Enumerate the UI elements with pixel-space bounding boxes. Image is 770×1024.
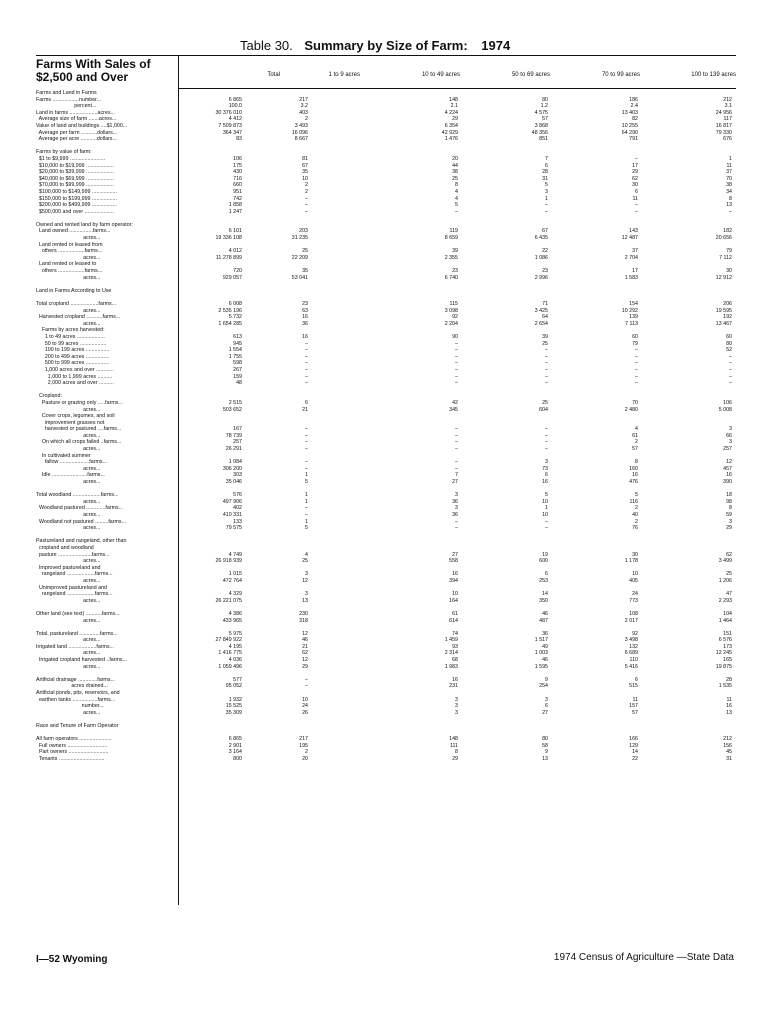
column-headers xyxy=(180,72,736,84)
page-footer-left: I—52 Wyoming xyxy=(36,954,108,965)
table-title-text: Summary by Size of Farm: xyxy=(304,38,468,53)
top-rule xyxy=(36,55,736,56)
col-10to49: 148 2.1 4 224 29 6 354 42 929 1 476 20 44 38 25 8 4 4 5 – 119 8 659 39 2 355 23 6 740 115 3 098 92 2 204 90 – – – – – – – 42 345 – – – – – – 7 27 3 36 3 36 – – 27 558 16 394 10 164 61 614 74 1 459 93 2 314 68 1 983 16 231 3 3 3 148 111 8 29 xyxy=(441,96,458,762)
col-header-1to9: 1 to 9 acres xyxy=(328,72,360,78)
col-header-10to49: 10 to 49 acres xyxy=(421,72,460,78)
page-footer-right: 1974 Census of Agriculture —State Data xyxy=(553,952,734,963)
stub-rule xyxy=(178,55,179,905)
col-100to139: 212 3.1 24 956 117 16 817 79 330 676 1 11 37 70 38 34 8 13 – 182 20 656 79 7 112 30 12 912 206 19 595 192 13 467 60 80 52 – – – – – 106 5 008 3 66 3 257 12 457 16 390 18 98 8 59 3 29 62 3 499 25 1 206 47 2 293 104 1 464 151 6 576 173 12 245 165 19 875 28 1 535 11 16 13 212 156 45 31 xyxy=(715,96,732,762)
header-rule xyxy=(178,88,736,89)
col-header-total: Total xyxy=(267,72,280,78)
col-1to9: 217 3.2 403 2 3 493 16 096 8 667 81 67 35 10 2 2 – – – 203 31 235 25 22 209 35 53 041 23 63 16 36 16 – – – – – – – 6 21 – – – – – – 1 5 1 1 – – 1 5 4 25 3 12 3 13 230 318 12 46 21 62 12 29 – – 10 24 26 217 195 2 20 xyxy=(291,96,308,762)
col-50to69: 80 1.2 4 575 57 3 868 48 356 851 7 6 28 31 5 3 1 – – 67 6 435 22 1 086 23 2 996 71 3 425 64 2 654 39 25 – – – – – – 25 604 – – – – 3 73 6 16 5 10 1 10 – – 19 600 6 253 14 350 46 487 36 1 517 49 1 003 46 1 595 9 254 3 6 27 80 58 9 13 xyxy=(531,96,548,762)
col-70to99: 186 2.4 13 403 82 10 255 64 290 791 – 17 29 62 30 6 11 – – 143 12 487 37 2 704 17 1 583 154 10 292 139 7 113 60 79 – – – – – – 70 2 480 4 61 2 57 8 160 16 476 5 116 2 40 2 76 30 1 178 10 405 24 773 108 2 017 92 3 498 132 6 689 110 5 416 6 515 11 157 57 166 129 14 22 xyxy=(621,96,638,762)
table-title xyxy=(240,38,510,53)
table-label: Table 30. xyxy=(240,38,293,53)
col-header-100to139: 100 to 139 acres xyxy=(691,72,736,78)
row-stub: Farms and Land in Farms Farms ..................number... percent... Land in farms ...................acres... Average size of farm .......acres... Value of land and buildings ....$1,000... Average per farm ...........dollars... Average per acre ...........dollars... Farms by value of farm: $1 to $9,999 ........................ $10,000 to $19,999 ................... $20,000 to $39,999 ................... $40,000 to $69,999 ................... $70,000 to $99,999 ................... $100,000 to $149,999 ................. $150,000 to $199,999 ................. $200,000 to $499,999 ................. $500,000 and over .................... Owned and rented land by farm operator: Land owned ................farms... acres... Land rented or leased from others ..................farms... acres... Land rented or leased to others ..................farms... acres... Land in Farms According to Use Total cropland ...................farms... acres... Harvested cropland ...........farms... acres... Farms by acres harvested: 1 to 49 acres ................... 50 to 99 acres .................. 100 to 199 acres ................ 200 to 499 acres ................ 500 to 999 acres ................ 1,000 acres and over ............ 1,000 to 1,999 acres .......... 2,000 acres and over .......... Cropland: Pasture or grazing only .....farms... acres... Cover crops, legumes, and soil improvement grasses not harvested or pastured ....farms... acres... On which all crops failed ..farms... acres... In cultivated summer fallow ....................farms... acres... Idle ........................farms... acres... Total woodland ...................farms... acres... Woodland pastured .............farms... acres... Woodland not pastured .........farms... acres... Pastureland and rangeland, other than cropland and woodland pasture .......................farms... acres... Improved pastureland and rangeland ...................farms... acres... Unimproved pastureland and rangeland ...................farms... acres... Other land (see text) ...........farms... acres... Total, pastureland ..............farms... acres... Irrigated land ...................farms... acres... Irrigated cropland harvested ..farms... acres... Artificial drainage .............farms... acres drained... Artificial ponds, pits, reservoirs, and earthen tanks .................farms... number... acres... Race and Tenure of Farm Operator All farm operators ...................... Full owners ........................... Part owners ........................... Tenants ............................... xyxy=(36,90,133,762)
table-year: 1974 xyxy=(481,38,511,53)
stub-heading: Farms With Sales of $2,500 and Over xyxy=(36,57,151,84)
col-total: 6 865 100.0 30 376 010 4 412 7 509 873 364 347 83 106 175 430 716 660 951 742 1 858 1 247 6 101 19 336 108 4 012 11 278 899 720 929 057 6 008 2 535 196 5 732 1 654 285 613 945 1 554 1 755 598 267 159 48 2 515 503 652 167 78 739 257 26 291 1 084 306 200 303 35 046 576 497 906 402 410 331 133 79 575 4 749 26 918 939 1 015 472 764 4 329 26 221 075 4 386 433 965 5 975 27 849 922 4 195 1 416 775 4 036 1 059 496 577 95 052 1 932 15 525 35 309 6 865 2 901 3 164 800 xyxy=(215,96,242,762)
col-header-70to99: 70 to 99 acres xyxy=(601,72,640,78)
col-header-50to69: 50 to 69 acres xyxy=(511,72,550,78)
